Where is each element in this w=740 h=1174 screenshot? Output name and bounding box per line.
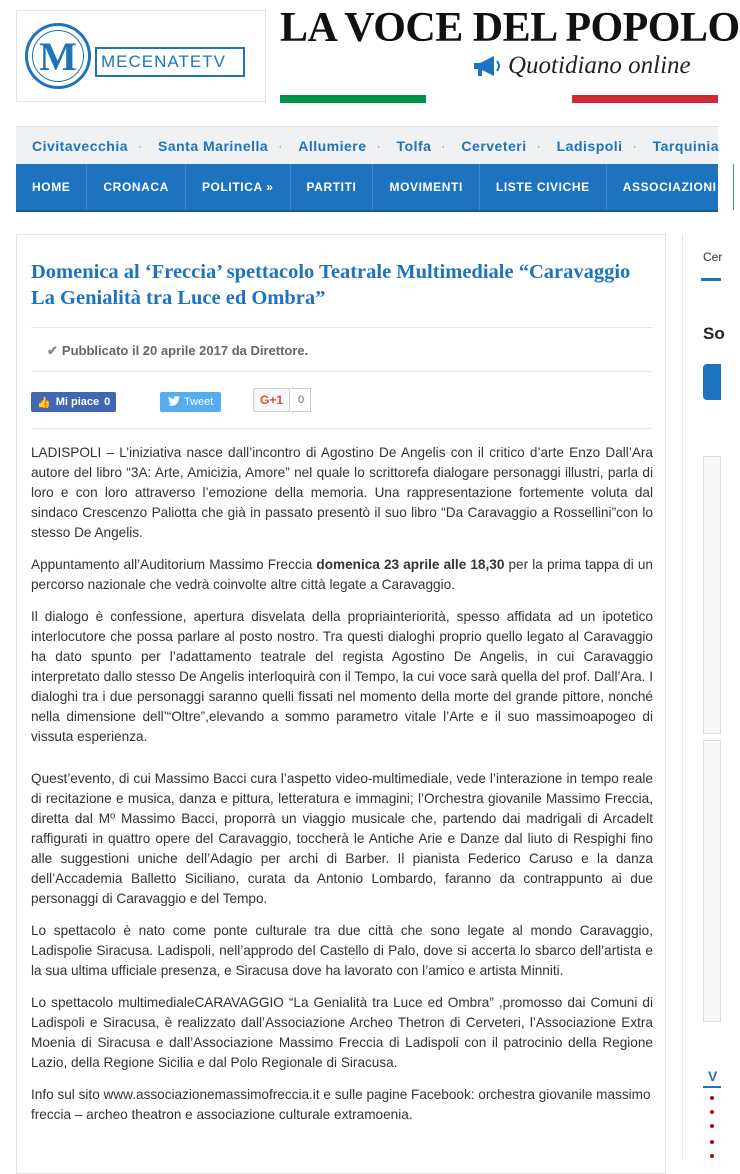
city-separator: · (441, 139, 446, 153)
city-link-santa-marinella[interactable]: Santa Marinella (158, 138, 269, 154)
gplus-label: G+1 (253, 388, 290, 412)
city-separator: · (376, 139, 381, 153)
sidebar-heading-underline (703, 1086, 721, 1088)
list-bullet (710, 1124, 714, 1128)
text-span: per la prima tappa di un percorso nazionale che vedrà coinvolte altre città legate a Caravaggio. (31, 557, 653, 592)
logo-seal-icon (25, 23, 91, 89)
google-plus-button[interactable] (253, 388, 311, 412)
article-paragraph: Lo spettacolo è nato come ponte culturale tra due città che sono legate al mondo Caravaggio, Ladispolie Siracusa. Ladispoli, nell’approdo del Castello di Palo, dove si accerta lo sbarco dell’artista e la sua ultima ufficiale presenza, e Siracusa dove ha lavorato con l’amico e artista Minniti. (31, 923, 653, 978)
sidebar-tab[interactable]: Cer (703, 250, 723, 264)
city-link-allumiere[interactable]: Allumiere (298, 138, 367, 154)
flag-green (280, 95, 426, 103)
list-bullet (710, 1110, 714, 1114)
divider (31, 371, 653, 372)
site-subtitle (472, 52, 691, 80)
city-link-tarquinia[interactable]: Tarquinia (652, 138, 720, 154)
city-separator: · (138, 139, 142, 153)
fb-count: 0 (104, 396, 111, 408)
list-bullet (710, 1154, 714, 1158)
city-bar (16, 126, 718, 165)
article (16, 234, 666, 1174)
nav-home[interactable]: HOME (16, 164, 87, 210)
article-paragraph: Info sul sito www.associazionemassimofreccia.it e sulle pagine Facebook: orchestra giovanile massimo freccia – archeo theatron e associazione culturale extramoenia. (31, 1087, 651, 1122)
tweet-label: Tweet (184, 396, 214, 408)
nav-associazioni[interactable]: ASSOCIAZIONI (607, 164, 734, 210)
list-bullet (710, 1096, 714, 1100)
check-icon: ✔ (47, 343, 58, 358)
sidebar-tab-underline (701, 278, 721, 281)
city-separator: · (632, 139, 637, 153)
city-separator: · (536, 139, 541, 153)
fb-label: Mi piace (55, 396, 100, 408)
article-paragraph (31, 555, 653, 595)
city-link-cerveteri[interactable]: Cerveteri (461, 138, 527, 154)
thumbs-up-icon: 👍 (37, 396, 51, 409)
nav-cronaca[interactable]: CRONACA (87, 164, 186, 210)
sidebar-button[interactable] (703, 364, 721, 400)
twitter-bird-icon (168, 396, 180, 409)
city-separator: · (278, 139, 283, 153)
article-body (31, 443, 653, 1137)
article-paragraph: LADISPOLI – L’iniziativa nasce dall’incontro di Agostino De Angelis con il critico d’arte Enzo Dall’Ara autore del libro “3A: Arte, Amicizia, Amore” nel quale lo scrittorefa dialogare personaggi illustri, parla di loro e con loro attraverso l’emozione della memoria. Una rappresentazione fortemente voluta dal sindaco Crescenzo Paliotta che già in passato presentò il suo libro “Da Caravaggio a Rossellini”con lo stesso De Angelis. (31, 445, 653, 540)
text-span: Appuntamento all’Auditorium Massimo Freccia (31, 557, 317, 572)
city-link-ladispoli[interactable]: Ladispoli (556, 138, 623, 154)
sidebar-heading: So (703, 324, 725, 343)
megaphone-icon (472, 54, 502, 78)
sidebar-embed-frame[interactable] (703, 456, 721, 734)
flag-white (426, 95, 572, 103)
list-bullet (710, 1140, 714, 1144)
italian-flag-bar (280, 95, 718, 103)
nav-movimenti[interactable]: MOVIMENTI (373, 164, 479, 210)
nav-liste-civiche[interactable]: LISTE CIVICHE (480, 164, 607, 210)
gplus-count: 0 (292, 388, 311, 412)
nav-partiti[interactable]: PARTITI (291, 164, 374, 210)
nav-politica[interactable]: POLITICA » (186, 164, 291, 210)
divider (31, 428, 653, 429)
article-paragraph: Il dialogo è confessione, apertura disvelata della propriainteriorità, spesso affidata ad un ipotetico interlocutore che possa parlare al posto nostro. Tra questi dialoghi proprio quello legato al Caravaggio ha dato spunto per l’adattamento teatrale del regista Agostino De Angelis, in cui Caravaggio interpretato dallo stesso De Angelis interloquirà con il Tempo, la cui voce sarà quella del prof. Dall’Ara. I dialoghi tra i due personaggi saranno quelli fissati nel momento della morte del grande pittore, nonché nella dimensione dell’“Oltre”,elevando a sommo parametro vitale l’Arte e il suo massimoapogeo di vissuta esperienza. (31, 609, 653, 744)
logo-text: MECENATETV (95, 47, 245, 77)
sidebar (682, 234, 725, 1160)
main-nav (16, 164, 718, 212)
article-paragraph: Quest’evento, di cui Massimo Bacci cura l’aspetto video-multimediale, vede l’interazione in tempo reale di recitazione e musica, danza e pittura, letteratura e immagini; l’Orchestra giovanile Massimo Freccia, diretta dal Mº Massimo Bacci, proporrà un viaggio musicale che, partendo dai madrigali di Arcadelt raffigurati in quattro opere del Caravaggio, toccherà le Antiche Arie e Danze dal liuto di Respighi fino alle suggestioni uniche dell’Adagio per archi di Barber. Il pianista Federico Caruso e la danza dell’Accademia Balletto Siciliano, curata da Antonio Lombardo, faranno da contrappunto ai due personaggi di Caravaggio e del Tempo. (31, 771, 653, 906)
logo-letter: M (39, 33, 77, 79)
sidebar-heading-bottom: V (708, 1068, 718, 1084)
article-paragraph: Lo spettacolo multimedialeCARAVAGGIO “La Genialità tra Luce ed Ombra” ,promosso dai Comuni di Ladispoli e Siracusa, è realizzato dall’Associazione Archeo Thetron di Cerveteri, l’Associazione Extra Moenia di Siracusa e dall’Associazione Massimo Freccia di Ladispoli con il patrocinio della Regione Lazio, della Regione Sicilia e dal Polo Regionale di Siracusa. (31, 995, 653, 1070)
facebook-like-button[interactable] (31, 392, 116, 412)
meta-text: Pubblicato il 20 aprile 2017 da Direttore. (61, 343, 309, 358)
city-link-tolfa[interactable]: Tolfa (396, 138, 432, 154)
divider (31, 327, 653, 328)
site-title[interactable]: LA VOCE DEL POPOLO (280, 5, 740, 51)
flag-red (572, 95, 718, 103)
tweet-button[interactable] (160, 392, 221, 412)
site-logo[interactable] (16, 10, 266, 102)
city-link-civitavecchia[interactable]: Civitavecchia (32, 138, 128, 154)
article-title: Domenica al ‘Freccia’ spettacolo Teatrale Multimediale “Caravaggio La Genialità tra Luce ed Ombra” (31, 261, 631, 309)
article-meta (47, 343, 308, 359)
event-date: domenica 23 aprile alle 18,30 (316, 557, 505, 572)
sidebar-embed-frame[interactable] (703, 740, 721, 1022)
subtitle-text: Quotidiano online (508, 52, 691, 79)
